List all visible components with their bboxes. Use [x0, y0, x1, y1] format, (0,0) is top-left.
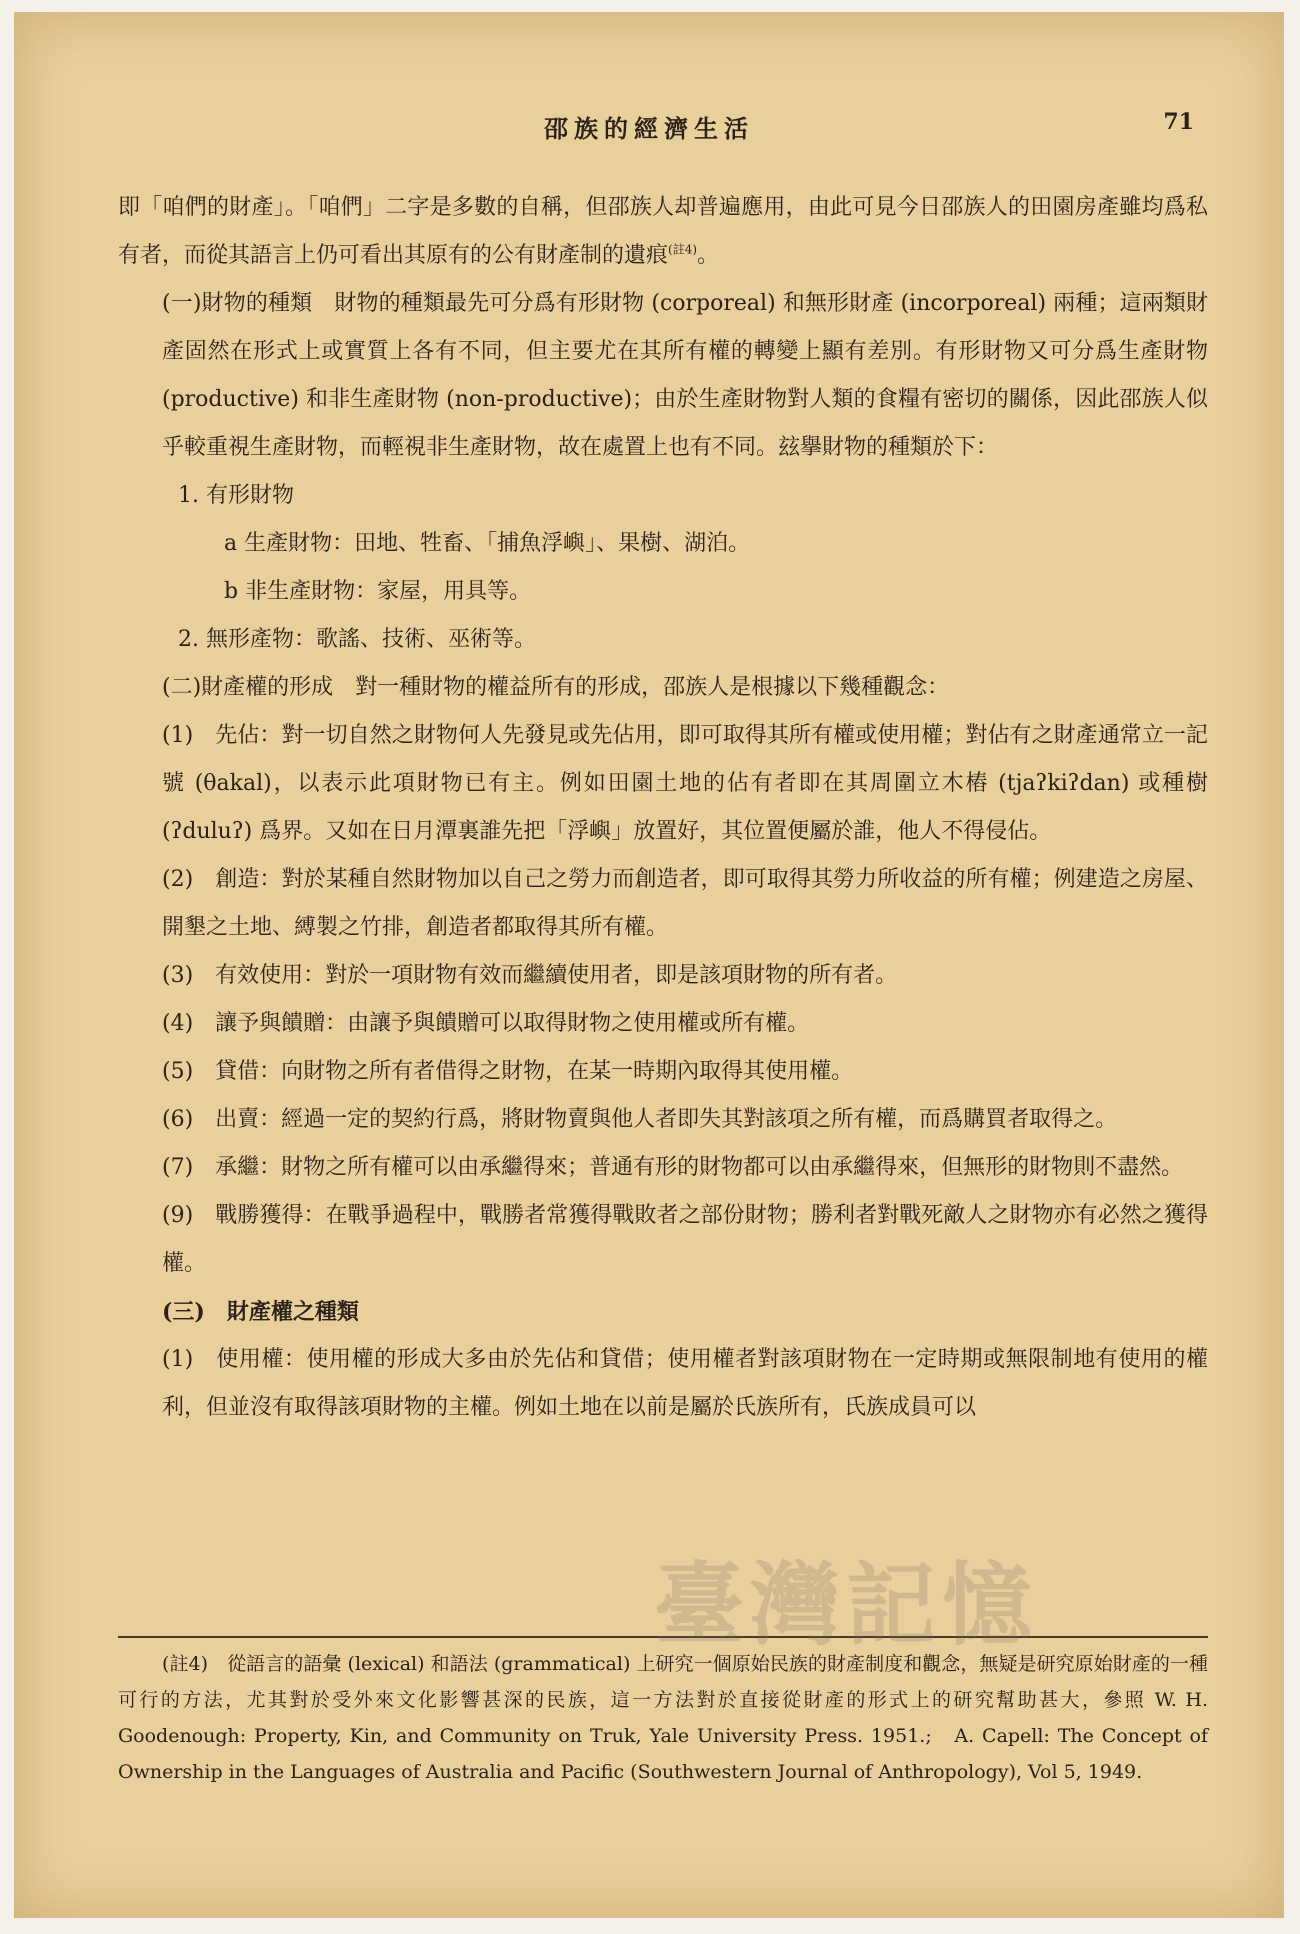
list-item-non-productive: b 非生產財物：家屋，用具等。: [224, 579, 532, 604]
paragraph-property-types: (一)財物的種類 財物的種類最先可分爲有形財物 (corporeal) 和無形財產 (incorporeal) 兩種；這兩類財產固然在形式上或實質上各有不同，但主要尤在其所有權的轉變上顯有差別。有形財物又可分爲生產財物 (productive) 和非生產財物 (non-productive)；由於生產財物對人類的食糧有密切的關係，因此邵族人似乎較重視生產財物，而輕視非生產財物，故在處置上也有不同。玆擧財物的種類於下：: [162, 291, 1208, 460]
paragraph-occupancy: (1) 先佔：對一切自然之財物何人先發見或先佔用，即可取得其所有權或使用權；對佔有之財產通常立一記號 (θakal)，以表示此項財物已有主。例如田園土地的佔有者即在其周圍立木樁 (tjaʔkiʔdan) 或種樹 (ʔduluʔ) 爲界。又如在日月潭裏誰先把「浮嶼」放置好，其位置便屬於誰，他人不得侵佔。: [162, 723, 1208, 844]
paragraph-rights-formation: (二)財產權的形成 對一種財物的權益所有的形成，邵族人是根據以下幾種觀念：: [162, 675, 950, 700]
paragraph-effective-use: (3) 有效使用：對於一項財物有效而繼續使用者，即是該項財物的所有者。: [162, 963, 898, 988]
running-title: 邵族的經濟生活: [544, 114, 754, 143]
footnote-text: (註4) 從語言的語彙 (lexical) 和語法 (grammatical) 上研究一個原始民族的財產制度和觀念，無疑是研究原始財產的一種可行的方法，尤其對於受外來文化影響甚深的民族，這一方法對於直接從財產的形式上的研究幫助甚大，參照 W. H. Goodenough: Property, Kin, and Community on Truk, Yale University Press. 1951.; A. Capell: The Concept of Ownership in the Languages of Australia and Pacific (Southwestern Journal of Anthropology), Vol 5, 1949.: [118, 1653, 1208, 1783]
paragraph-inheritance: (7) 承繼：財物之所有權可以由承繼得來；普通有形的財物都可以由承繼得來，但無形的財物則不盡然。: [162, 1155, 1184, 1180]
paragraph-war-spoils: (9) 戰勝獲得：在戰爭過程中，戰勝者常獲得戰敗者之部份財物；勝利者對戰死敵人之財物亦有必然之獲得權。: [162, 1203, 1208, 1276]
paragraph-loan: (5) 貸借：向財物之所有者借得之財物，在某一時期內取得其使用權。: [162, 1059, 854, 1084]
paragraph-usage-right: (1) 使用權：使用權的形成大多由於先佔和貸借；使用權者對該項財物在一定時期或無限制地有使用的權利，但並沒有取得該項財物的主權。例如土地在以前是屬於氏族所有，氏族成員可以: [162, 1347, 1208, 1420]
paragraph-sale: (6) 出賣：經過一定的契約行爲，將財物賣與他人者即失其對該項之所有權，而爲購買者取得之。: [162, 1107, 1118, 1132]
footnote-reference: (註4): [668, 242, 698, 257]
paragraph-1-text: 即「咱們的財產」。「咱們」二字是多數的自稱，但邵族人却普遍應用，由此可見今日邵族人的田園房產雖均爲私有者，而從其語言上仍可看出其原有的公有財產制的遺痕: [118, 195, 1208, 268]
paragraph-1-end: 。: [697, 243, 720, 268]
footnote: [118, 1646, 1208, 1790]
paragraph-1: [118, 184, 1208, 280]
body-text: [118, 184, 1208, 1432]
section-heading-rights-types: (三) 財產權之種類: [162, 1299, 359, 1325]
list-item-productive: a 生產財物：田地、牲畜、「捕魚浮嶼」、果樹、湖泊。: [224, 531, 751, 556]
paragraph-creation: (2) 創造：對於某種自然財物加以自己之勞力而創造者，即可取得其勞力所收益的所有權；例建造之房屋、開墾之土地、縛製之竹排，創造者都取得其所有權。: [162, 867, 1208, 940]
page-number: 71: [1163, 109, 1194, 135]
document-page: [14, 12, 1284, 1918]
paragraph-gift: (4) 讓予與饋贈：由讓予與饋贈可以取得財物之使用權或所有權。: [162, 1011, 810, 1036]
list-item-tangible: 1. 有形財物: [178, 483, 294, 508]
archive-watermark: 臺灣記憶: [654, 1552, 1038, 1658]
list-item-intangible: 2. 無形產物：歌謠、技術、巫術等。: [178, 627, 536, 652]
